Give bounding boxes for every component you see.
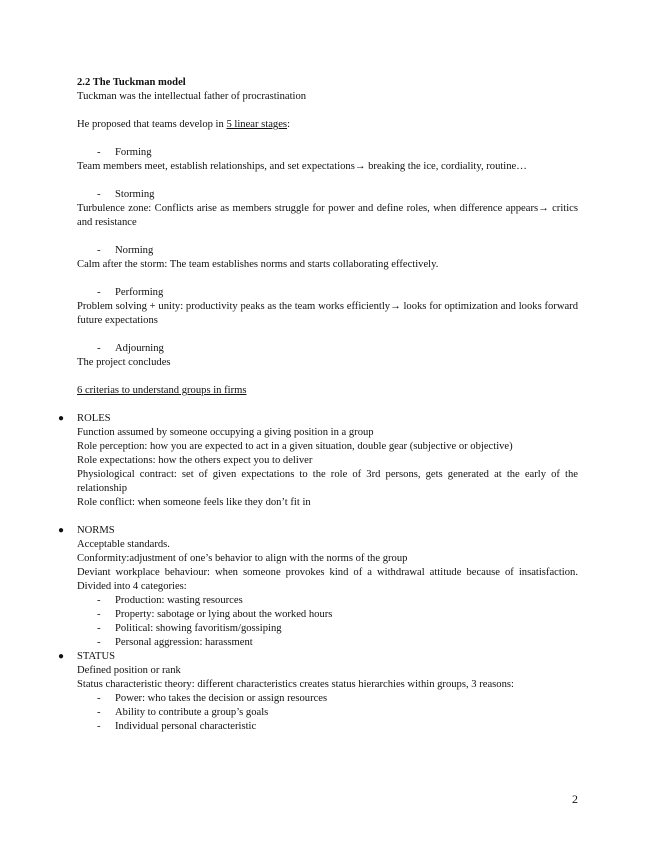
norms-category: - Property: sabotage or lying about the worked hours: [97, 609, 333, 620]
stage-name: Norming: [115, 245, 154, 256]
stages-lead: [77, 118, 578, 132]
stage-description: Team members meet, establish relationships, and set expectations→ breaking the ice, cordiality, routine…: [77, 161, 527, 172]
norms-line: Acceptable standards.: [77, 539, 170, 550]
stage-storming: - Storming: [97, 189, 155, 200]
norms-heading: [58, 524, 578, 538]
stage-description: Turbulence zone: Conflicts arise as members struggle for power and define roles, when difference appears→ critics and resistance: [77, 203, 578, 228]
status-reason-text: Power: who takes the decision or assign resources: [115, 693, 328, 704]
bullet-icon: ●: [58, 525, 65, 536]
status-line: Defined position or rank: [77, 665, 181, 676]
norms-line: Deviant workplace behaviour: when someone provokes kind of a withdrawal attitude because of insatisfaction. Divided into 4 categories:: [77, 567, 578, 592]
status-reason: - Individual personal characteristic: [97, 721, 257, 732]
criteria-heading: 6 criterias to understand groups in firms: [77, 385, 247, 396]
roles-line: Role perception: how you are expected to act in a given situation, double gear (subjective or objective): [77, 441, 513, 452]
stages-lead-colon: :: [287, 119, 291, 130]
stages-lead-text: He proposed that teams develop in: [77, 119, 227, 130]
norms-title: NORMS: [77, 525, 115, 536]
roles-line: Role expectations: how the others expect you to deliver: [77, 455, 313, 466]
page-number: 2: [572, 792, 578, 806]
norms-category-text: Production: wasting resources: [115, 595, 243, 606]
stage-name: Adjourning: [115, 343, 164, 354]
norms-category-text: Property: sabotage or lying about the worked hours: [115, 609, 333, 620]
status-heading: [58, 650, 578, 664]
norms-category: - Production: wasting resources: [97, 595, 243, 606]
status-reason-text: Ability to contribute a group’s goals: [115, 707, 269, 718]
norms-category-text: Political: showing favoritism/gossiping: [115, 623, 282, 634]
stage-performing: - Performing: [97, 287, 164, 298]
stage-description: Calm after the storm: The team establishes norms and starts collaborating effectively.: [77, 259, 439, 270]
norms-category: - Personal aggression: harassment: [97, 637, 253, 648]
norms-line: Conformity:adjustment of one’s behavior to align with the norms of the group: [77, 553, 408, 564]
status-reason: - Ability to contribute a group’s goals: [97, 707, 269, 718]
stages-lead-underlined: 5 linear stages: [226, 119, 288, 130]
status-reason: - Power: who takes the decision or assign resources: [97, 693, 328, 704]
roles-line: Role conflict: when someone feels like they don’t fit in: [77, 497, 311, 508]
status-title: STATUS: [77, 651, 116, 662]
roles-heading: [58, 412, 578, 426]
page-content: [58, 76, 578, 734]
roles-line: Function assumed by someone occupying a giving position in a group: [77, 427, 374, 438]
stage-name: Forming: [115, 147, 152, 158]
roles-title: ROLES: [77, 413, 111, 424]
bullet-icon: ●: [58, 651, 65, 662]
stage-name: Storming: [115, 189, 155, 200]
norms-category: - Political: showing favoritism/gossiping: [97, 623, 282, 634]
status-line: Status characteristic theory: different characteristics creates status hierarchies within groups, 3 reasons:: [77, 679, 514, 690]
stage-description: Problem solving + unity: productivity peaks as the team works efficiently→ looks for optimization and looks forward future expectations: [77, 301, 578, 326]
stage-adjourning: - Adjourning: [97, 343, 164, 354]
status-reason-text: Individual personal characteristic: [115, 721, 257, 732]
stage-forming: - Forming: [97, 147, 152, 158]
norms-category-text: Personal aggression: harassment: [115, 637, 253, 648]
bullet-icon: ●: [58, 413, 65, 424]
roles-line: Physiological contract: set of given expectations to the role of 3rd persons, gets generated at the early of the relationship: [77, 469, 578, 494]
stage-description: The project concludes: [77, 357, 171, 368]
stage-name: Performing: [115, 287, 164, 298]
stage-norming: - Norming: [97, 245, 154, 256]
section-heading: 2.2 The Tuckman model: [77, 77, 186, 88]
intro-text: Tuckman was the intellectual father of procrastination: [77, 91, 307, 102]
